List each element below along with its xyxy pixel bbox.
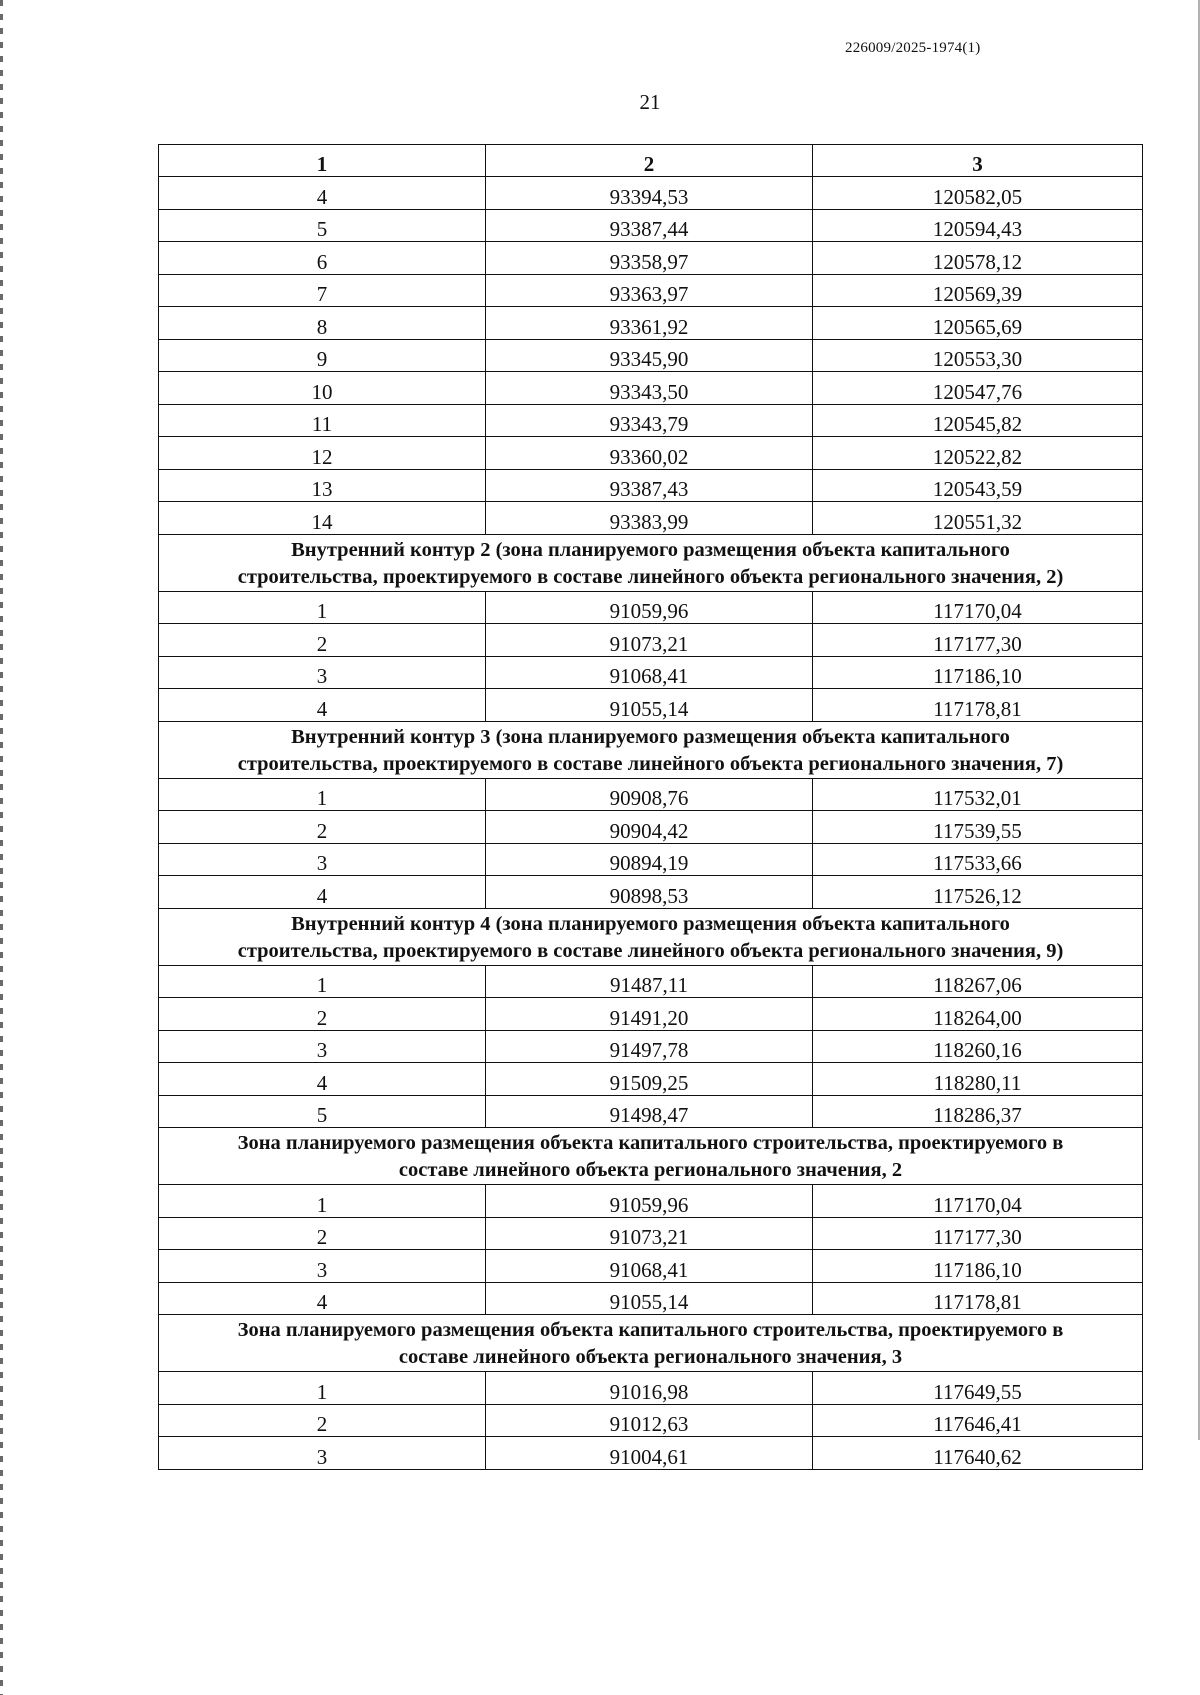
coordinate-y: 117178,81 <box>813 689 1143 722</box>
table-row <box>159 1185 1143 1218</box>
scan-edge-left <box>0 0 3 1695</box>
point-number: 3 <box>159 843 486 876</box>
point-number: 4 <box>159 1282 486 1315</box>
point-number: 1 <box>159 965 486 998</box>
point-number: 1 <box>159 591 486 624</box>
section-title-row <box>159 1128 1143 1185</box>
section-title-row <box>159 1315 1143 1372</box>
coordinate-y: 117177,30 <box>813 624 1143 657</box>
coordinate-x: 91055,14 <box>486 1282 813 1315</box>
coordinate-y: 117532,01 <box>813 778 1143 811</box>
point-number: 5 <box>159 209 486 242</box>
section-title-row <box>159 908 1143 965</box>
table-row <box>159 998 1143 1031</box>
point-number: 10 <box>159 372 486 405</box>
coordinate-y: 120594,43 <box>813 209 1143 242</box>
coordinate-y: 120569,39 <box>813 274 1143 307</box>
table-row <box>159 1282 1143 1315</box>
table-row <box>159 209 1143 242</box>
coordinate-x: 91068,41 <box>486 1250 813 1283</box>
table-row <box>159 811 1143 844</box>
point-number: 13 <box>159 469 486 502</box>
document-number: 226009/2025-1974(1) <box>845 40 981 56</box>
coordinate-y: 118260,16 <box>813 1030 1143 1063</box>
table-row <box>159 591 1143 624</box>
section-title: Внутренний контур 2 (зона планируемого размещения объекта капитального строительства, проектируемого в составе линейного объекта регионального значения, 2) <box>159 534 1143 591</box>
coordinate-x: 91016,98 <box>486 1372 813 1405</box>
table-row <box>159 339 1143 372</box>
coordinate-y: 117170,04 <box>813 1185 1143 1218</box>
coordinate-y: 120547,76 <box>813 372 1143 405</box>
coordinate-y: 120553,30 <box>813 339 1143 372</box>
point-number: 6 <box>159 242 486 275</box>
coordinate-x: 90894,19 <box>486 843 813 876</box>
column-header: 3 <box>813 145 1143 177</box>
point-number: 7 <box>159 274 486 307</box>
coordinate-y: 118264,00 <box>813 998 1143 1031</box>
table-row <box>159 437 1143 470</box>
table-row <box>159 469 1143 502</box>
table-row <box>159 177 1143 210</box>
coordinate-y: 120565,69 <box>813 307 1143 340</box>
table-row <box>159 372 1143 405</box>
coordinate-y: 117177,30 <box>813 1217 1143 1250</box>
coordinate-x: 93387,44 <box>486 209 813 242</box>
coordinate-x: 91487,11 <box>486 965 813 998</box>
coordinate-y: 120582,05 <box>813 177 1143 210</box>
coordinate-y: 118280,11 <box>813 1063 1143 1096</box>
coordinate-x: 91073,21 <box>486 624 813 657</box>
coordinate-x: 93387,43 <box>486 469 813 502</box>
point-number: 5 <box>159 1095 486 1128</box>
coordinate-x: 93394,53 <box>486 177 813 210</box>
coordinate-x: 90904,42 <box>486 811 813 844</box>
table-row <box>159 624 1143 657</box>
coordinates-table <box>158 144 1143 1470</box>
coordinate-y: 117526,12 <box>813 876 1143 909</box>
point-number: 3 <box>159 1250 486 1283</box>
point-number: 2 <box>159 1404 486 1437</box>
column-header: 1 <box>159 145 486 177</box>
coordinate-y: 117649,55 <box>813 1372 1143 1405</box>
coordinate-x: 91004,61 <box>486 1437 813 1470</box>
coordinate-x: 93383,99 <box>486 502 813 535</box>
coordinate-x: 90898,53 <box>486 876 813 909</box>
coordinate-y: 117539,55 <box>813 811 1143 844</box>
table-row <box>159 274 1143 307</box>
coordinate-x: 93343,79 <box>486 404 813 437</box>
coordinate-x: 93363,97 <box>486 274 813 307</box>
point-number: 3 <box>159 1437 486 1470</box>
table-row <box>159 1217 1143 1250</box>
table-row <box>159 502 1143 535</box>
coordinate-x: 93345,90 <box>486 339 813 372</box>
table-row <box>159 1437 1143 1470</box>
coordinate-x: 91073,21 <box>486 1217 813 1250</box>
coordinate-x: 91059,96 <box>486 591 813 624</box>
coordinate-y: 117640,62 <box>813 1437 1143 1470</box>
point-number: 1 <box>159 1372 486 1405</box>
table-row <box>159 689 1143 722</box>
coordinate-x: 93358,97 <box>486 242 813 275</box>
table-row <box>159 1063 1143 1096</box>
coordinate-y: 120578,12 <box>813 242 1143 275</box>
coordinate-y: 117186,10 <box>813 656 1143 689</box>
coordinate-y: 117533,66 <box>813 843 1143 876</box>
coordinate-x: 90908,76 <box>486 778 813 811</box>
coordinate-y: 120545,82 <box>813 404 1143 437</box>
section-title-row <box>159 721 1143 778</box>
table-row <box>159 843 1143 876</box>
coordinate-x: 91498,47 <box>486 1095 813 1128</box>
table-row <box>159 965 1143 998</box>
point-number: 9 <box>159 339 486 372</box>
coordinate-y: 117178,81 <box>813 1282 1143 1315</box>
section-title: Зона планируемого размещения объекта капитального строительства, проектируемого в составе линейного объекта регионального значения, 2 <box>159 1128 1143 1185</box>
coordinate-y: 120522,82 <box>813 437 1143 470</box>
point-number: 2 <box>159 998 486 1031</box>
section-title: Зона планируемого размещения объекта капитального строительства, проектируемого в составе линейного объекта регионального значения, 3 <box>159 1315 1143 1372</box>
table-row <box>159 1404 1143 1437</box>
coordinate-y: 117186,10 <box>813 1250 1143 1283</box>
table-row <box>159 656 1143 689</box>
coordinate-x: 93343,50 <box>486 372 813 405</box>
coordinate-x: 91059,96 <box>486 1185 813 1218</box>
table-row <box>159 876 1143 909</box>
point-number: 2 <box>159 624 486 657</box>
coordinate-y: 118267,06 <box>813 965 1143 998</box>
point-number: 2 <box>159 811 486 844</box>
table-row <box>159 1030 1143 1063</box>
table-row <box>159 404 1143 437</box>
coordinate-x: 93361,92 <box>486 307 813 340</box>
point-number: 4 <box>159 1063 486 1096</box>
point-number: 14 <box>159 502 486 535</box>
coordinate-y: 117646,41 <box>813 1404 1143 1437</box>
coordinate-y: 120551,32 <box>813 502 1143 535</box>
point-number: 4 <box>159 689 486 722</box>
point-number: 1 <box>159 1185 486 1218</box>
point-number: 1 <box>159 778 486 811</box>
table-row <box>159 1250 1143 1283</box>
coordinate-x: 91055,14 <box>486 689 813 722</box>
coordinate-y: 118286,37 <box>813 1095 1143 1128</box>
point-number: 11 <box>159 404 486 437</box>
table-row <box>159 1372 1143 1405</box>
table-row <box>159 307 1143 340</box>
table-row <box>159 242 1143 275</box>
page-number: 21 <box>639 90 661 114</box>
coordinate-x: 93360,02 <box>486 437 813 470</box>
table-row <box>159 778 1143 811</box>
coordinate-x: 91491,20 <box>486 998 813 1031</box>
point-number: 12 <box>159 437 486 470</box>
section-title-row <box>159 534 1143 591</box>
coordinate-y: 117170,04 <box>813 591 1143 624</box>
coordinate-x: 91068,41 <box>486 656 813 689</box>
section-title: Внутренний контур 4 (зона планируемого размещения объекта капитального строительства, проектируемого в составе линейного объекта регионального значения, 9) <box>159 908 1143 965</box>
table-header-row <box>159 145 1143 177</box>
point-number: 3 <box>159 1030 486 1063</box>
coordinate-y: 120543,59 <box>813 469 1143 502</box>
section-title: Внутренний контур 3 (зона планируемого размещения объекта капитального строительства, проектируемого в составе линейного объекта регионального значения, 7) <box>159 721 1143 778</box>
point-number: 3 <box>159 656 486 689</box>
point-number: 2 <box>159 1217 486 1250</box>
column-header: 2 <box>486 145 813 177</box>
coordinate-x: 91509,25 <box>486 1063 813 1096</box>
point-number: 4 <box>159 177 486 210</box>
coordinate-x: 91012,63 <box>486 1404 813 1437</box>
coordinate-x: 91497,78 <box>486 1030 813 1063</box>
point-number: 8 <box>159 307 486 340</box>
point-number: 4 <box>159 876 486 909</box>
table-row <box>159 1095 1143 1128</box>
